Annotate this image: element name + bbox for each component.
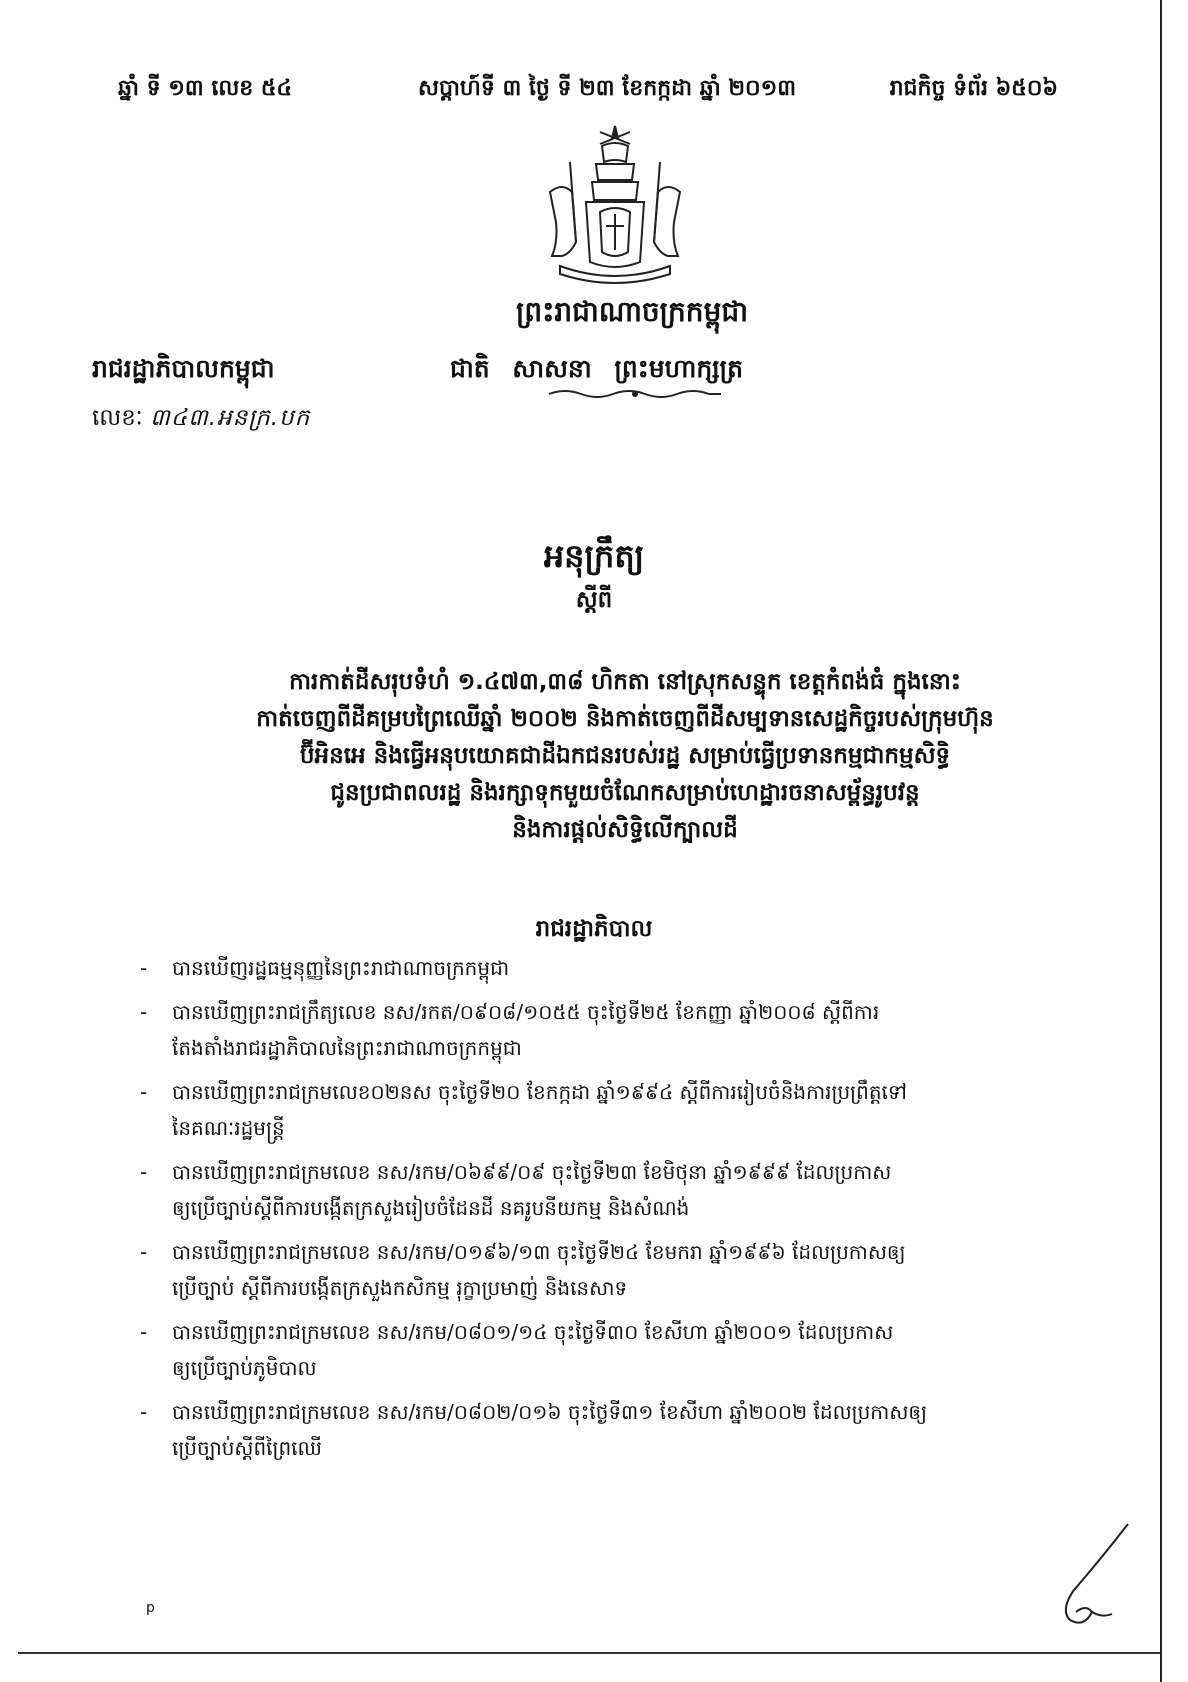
consideration-line: - បានឃើញព្រះរាជក្រមលេខ០២នស ចុះថ្ងៃទី២០ ខែកក្កដា ឆ្នាំ១៩៩៤ ស្ដីពីការរៀបចំនិងការប្រព្រឹត្តទៅ <box>140 1074 1140 1110</box>
consideration-line: ប្រើច្បាប់ ស្ដីពីការបង្កើតក្រសួងកសិកម្ម រុក្ខាប្រមាញ់ និងនេសាទ <box>172 1276 628 1300</box>
reference-label: លេខៈ <box>92 405 143 431</box>
consideration-line: ឲ្យប្រើច្បាប់ភូមិបាល <box>172 1356 317 1380</box>
royal-coat-of-arms-icon <box>540 122 690 290</box>
consideration-line: - បានឃើញព្រះរាជក្រមលេខ នស/រកម/០៦៩៩/០៩ ចុះថ្ងៃទី២៣ ខែមិថុនា ឆ្នាំ១៩៩៩ ដែលប្រកាស <box>140 1154 1140 1190</box>
gazette-date: សប្ដាហ៍ទី ៣ ថ្ងៃ ទី ២៣ ខែកក្កដា ឆ្នាំ ២០១៣ <box>418 76 797 101</box>
about-label: ស្ដីពី <box>575 587 613 613</box>
consideration-line: ឲ្យប្រើច្បាប់ស្ដីពីការបង្កើតក្រសួងរៀបចំដែនដី នគរូបនីយកម្ម និងសំណង់ <box>172 1196 690 1220</box>
gazette-header <box>118 74 1058 114</box>
consideration-line: ប្រើច្បាប់ស្ដីពីព្រៃឈើ <box>172 1436 322 1460</box>
subject-line: ជូនប្រជាពលរដ្ឋ និងរក្សាទុកមួយចំណែកសម្រាប់ហេដ្ឋារចនាសម្ព័ន្ធរូបវន្ត <box>330 780 920 806</box>
issuing-authority: រាជរដ្ឋាភិបាលកម្ពុជា <box>92 354 275 383</box>
list-item <box>140 994 1140 1066</box>
reference-number <box>92 404 310 437</box>
government-heading: រាជរដ្ឋាភិបាល <box>535 916 653 942</box>
gazette-issue: ឆ្នាំ ទី ១៣ លេខ ៥៤ <box>118 76 293 101</box>
subject-line: ប៊ីអិនអេ និងធ្វើអនុបយោគជាដីឯកជនរបស់រដ្ឋ សម្រាប់ធ្វើប្រទានកម្មជាកម្មសិទ្ធិ <box>299 743 951 769</box>
consideration-line: - បានឃើញព្រះរាជក្រមលេខ នស/រកម/០៨០១/១៤ ចុះថ្ងៃទី៣០ ខែសីហា ឆ្នាំ២០០១ ដែលប្រកាស <box>140 1314 1140 1350</box>
consideration-line: - បានឃើញរដ្ឋធម្មនុញ្ញនៃព្រះរាជាណាចក្រកម្ពុជា <box>140 950 1140 986</box>
list-item <box>140 1074 1140 1146</box>
page-mark: p <box>146 1600 155 1616</box>
ornament-divider-icon <box>545 388 725 400</box>
consideration-line: នៃគណៈរដ្ឋមន្ត្រី <box>172 1116 285 1140</box>
gazette-page-number: រាជកិច្ច ទំព័រ ៦៥០៦ <box>889 76 1058 101</box>
consideration-line: តែងតាំងរាជរដ្ឋាភិបាលនៃព្រះរាជាណាចក្រកម្ពុជា <box>172 1036 522 1060</box>
subject-line: ការកាត់ដីសរុបទំហំ ១.៤៧៣,៣៨ ហិកតា នៅស្រុកសន្ទុក ខេត្តកំពង់ធំ ក្នុងនោះ <box>289 669 961 695</box>
subject-block <box>130 664 1120 849</box>
considerations-list <box>140 950 1140 1474</box>
consideration-line: - បានឃើញព្រះរាជក្រមលេខ នស/រកម/០១៩៦/១៣ ចុះថ្ងៃទី២៤ ខែមករា ឆ្នាំ១៩៩៦ ដែលប្រកាសឲ្យ <box>140 1234 1140 1270</box>
page-bottom-rule <box>18 1652 1160 1654</box>
page-edge <box>1160 0 1162 1682</box>
document-type: អនុក្រឹត្យ <box>543 537 645 575</box>
list-item <box>140 950 1140 986</box>
list-item <box>140 1154 1140 1226</box>
kingdom-title: ព្រះរាជាណាចក្រកម្ពុជា <box>515 295 748 328</box>
consideration-line: - បានឃើញព្រះរាជក្រមលេខ នស/រកម/០៨០២/០១៦ ចុះថ្ងៃទី៣១ ខែសីហា ឆ្នាំ២០០២ ដែលប្រកាសឲ្យ <box>140 1394 1140 1430</box>
subject-line: និងការផ្ដល់សិទ្ធិលើក្បាលដី <box>512 817 738 843</box>
subject-line: កាត់ចេញពីដីគម្របព្រៃឈើឆ្នាំ ២០០២ និងកាត់ចេញពីដីសម្បទានសេដ្ឋកិច្ចរបស់ក្រុមហ៊ុន <box>256 706 994 732</box>
list-item <box>140 1234 1140 1306</box>
list-item <box>140 1394 1140 1466</box>
reference-value: ៣៤៣.អនក្រ.បក <box>150 405 311 431</box>
national-motto: ជាតិ សាសនា ព្រះមហាក្សត្រ <box>450 354 743 383</box>
consideration-line: - បានឃើញព្រះរាជក្រឹត្យលេខ នស/រកត/០៩០៨/១០៥៥ ចុះថ្ងៃទី២៥ ខែកញ្ញា ឆ្នាំ២០០៨ ស្ដីពីការ <box>140 994 1140 1030</box>
initials-signature-icon <box>1040 1520 1140 1630</box>
list-item <box>140 1314 1140 1386</box>
